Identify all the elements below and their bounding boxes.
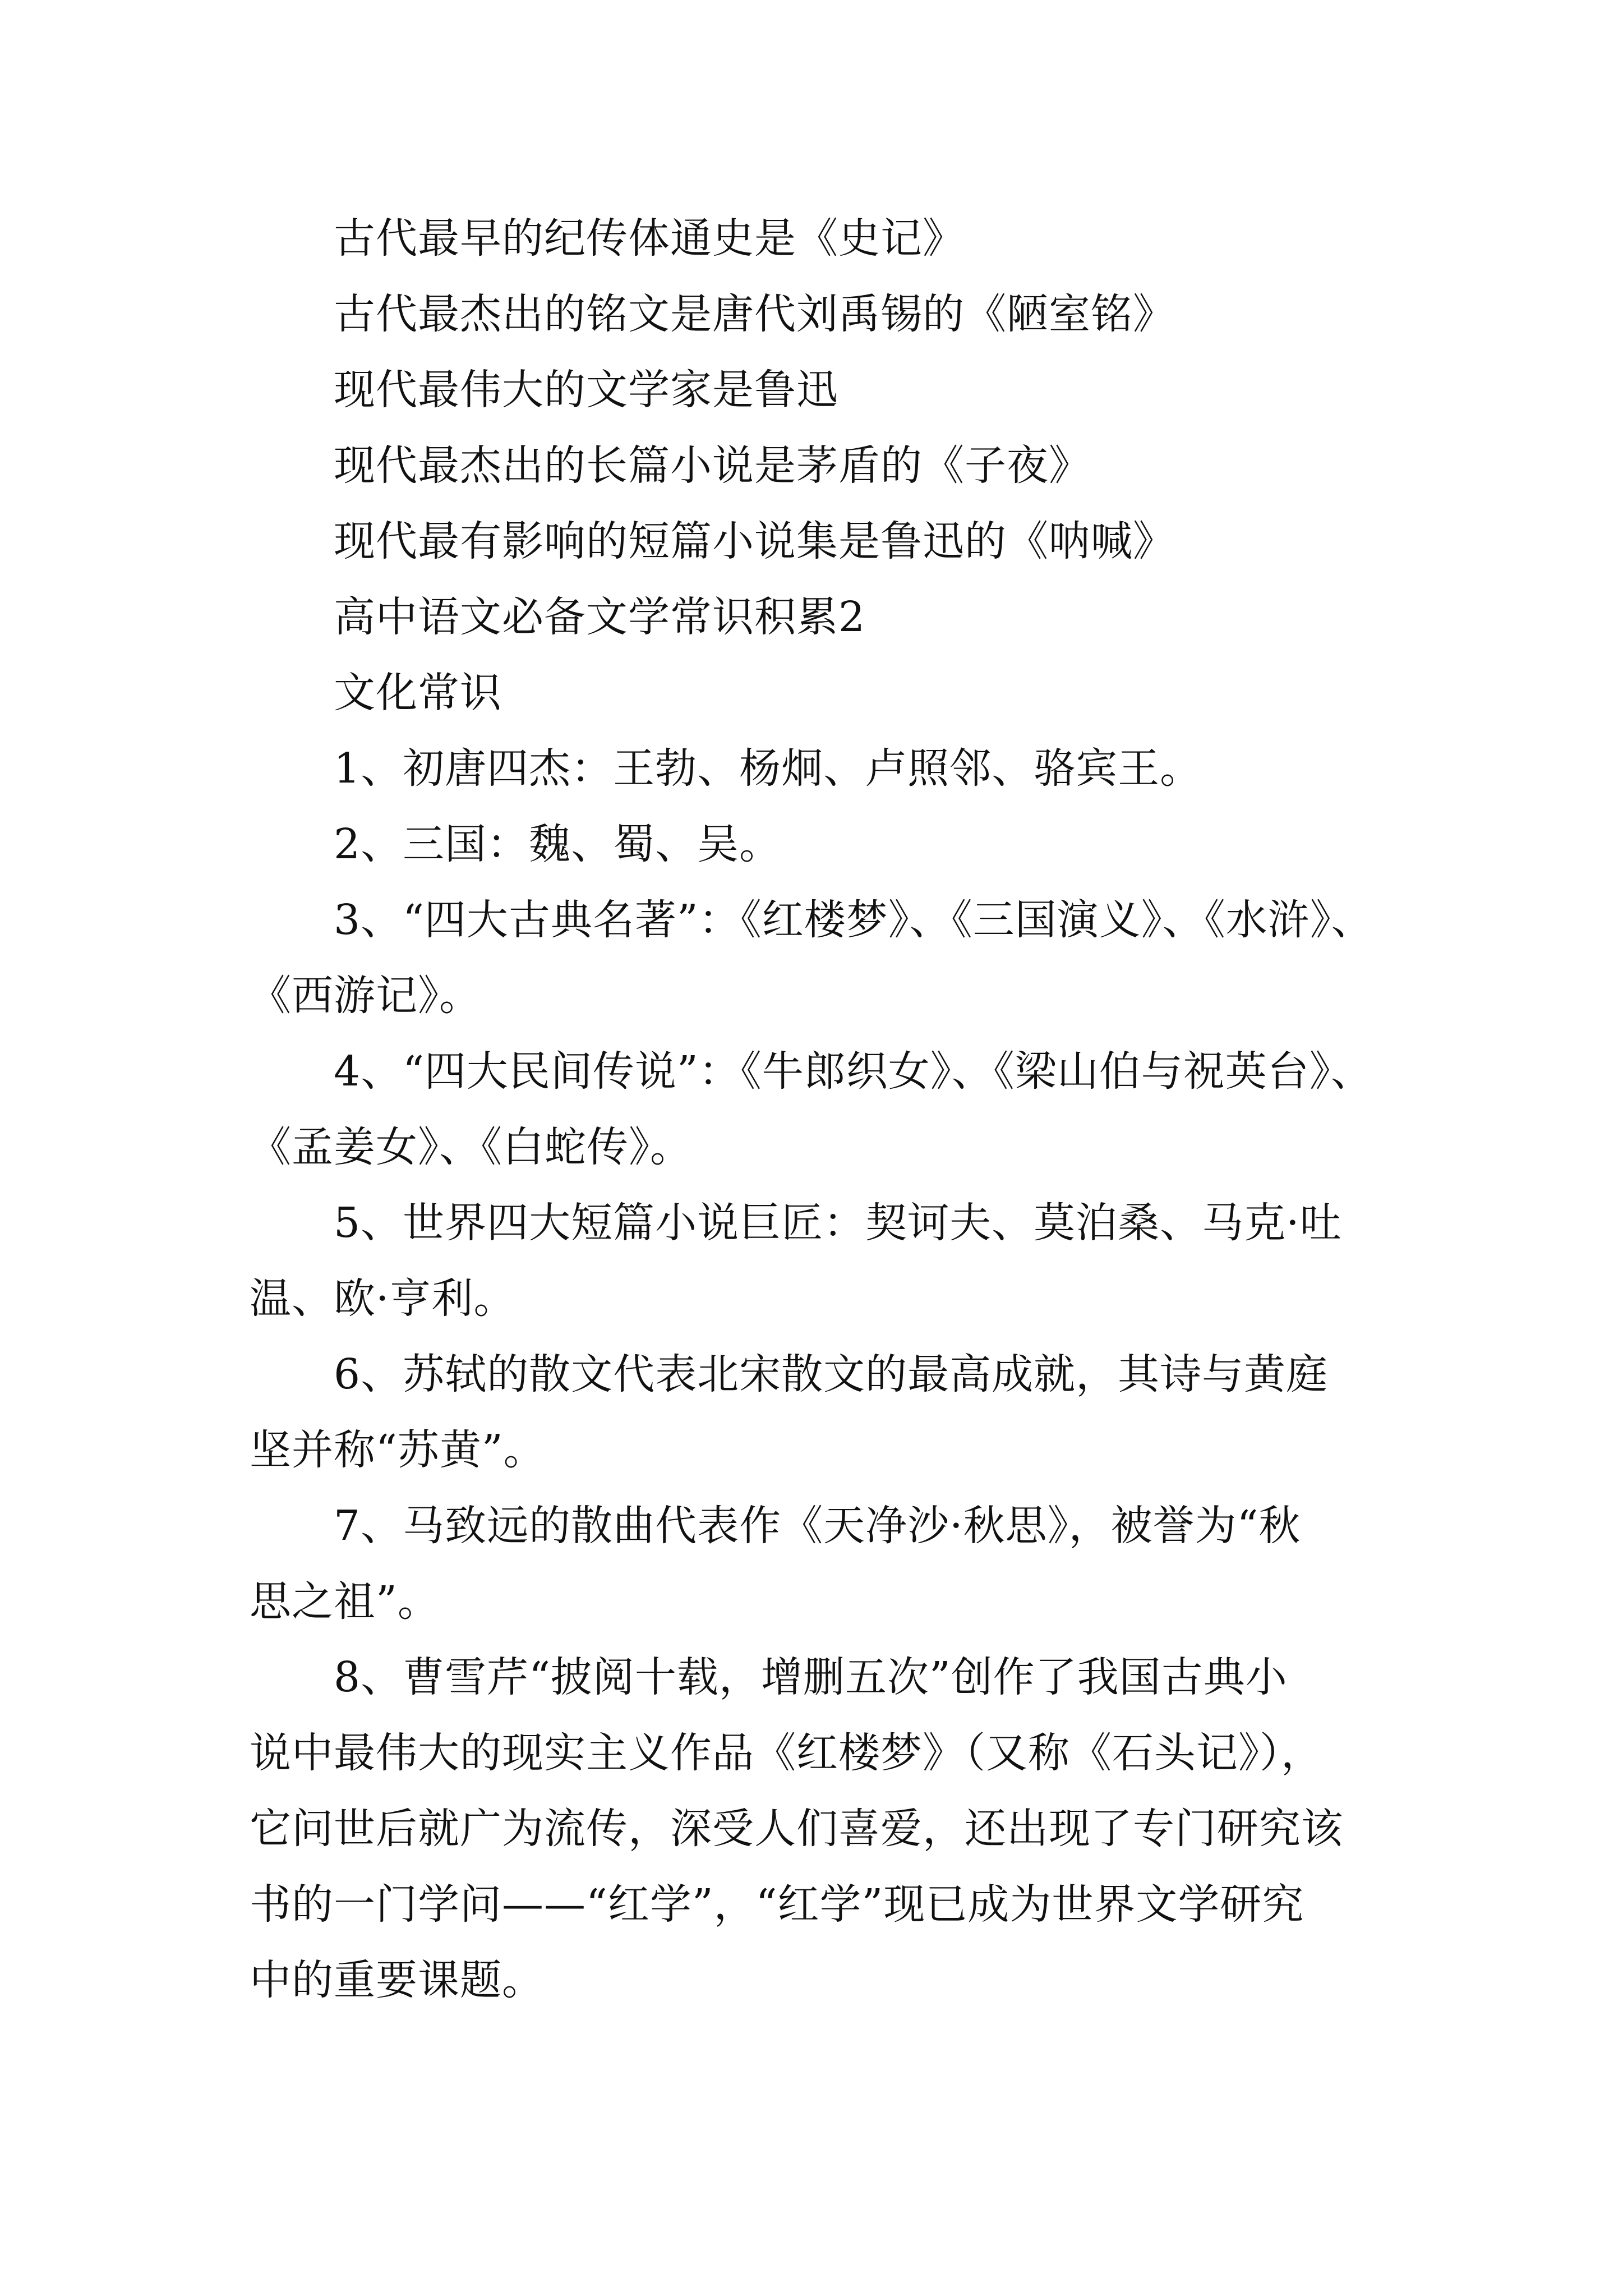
list-item-continuation: 说中最伟大的现实主义作品《红楼梦》（又称《石头记》）， [250, 1729, 1323, 1777]
list-item-continuation: 坚并称“苏黄”。 [250, 1426, 546, 1474]
list-item: 1、初唐四杰：王勃、杨炯、卢照邻、骆宾王。 [334, 744, 1202, 793]
text-line: 古代最早的纪传体通史是《史记》 [334, 214, 965, 263]
list-item-continuation: 《西游记》。 [250, 972, 481, 1020]
list-item-continuation: 它问世后就广为流传，深受人们喜爱，还出现了专门研究该 [250, 1805, 1343, 1853]
text-line: 现代最杰出的长篇小说是茅盾的《子夜》 [334, 441, 1091, 490]
list-item-continuation: 书的一门学问——“红学”，“红学”现已成为世界文学研究 [250, 1880, 1304, 1929]
list-item-continuation: 《孟姜女》、《白蛇传》。 [250, 1123, 692, 1171]
list-item-continuation: 温、欧·亨利。 [250, 1274, 516, 1323]
list-item: 3、“四大古典名著”：《红楼梦》、《三国演义》、《水浒》、 [334, 896, 1373, 944]
list-item: 2、三国：魏、蜀、吴。 [334, 820, 782, 868]
list-item: 5、世界四大短篇小说巨匠：契诃夫、莫泊桑、马克·吐 [334, 1199, 1342, 1247]
list-item: 6、苏轼的散文代表北宋散文的最高成就，其诗与黄庭 [334, 1350, 1329, 1398]
text-line: 现代最伟大的文学家是鲁迅 [334, 366, 838, 414]
list-item-continuation: 思之祖”。 [250, 1577, 440, 1626]
section-subheading: 文化常识 [334, 669, 502, 717]
list-item: 7、马致远的散曲代表作《天净沙·秋思》，被誉为“秋 [334, 1502, 1301, 1550]
text-line: 现代最有影响的短篇小说集是鲁迅的《呐喊》 [334, 517, 1175, 565]
text-line: 古代最杰出的铭文是唐代刘禹锡的《陋室铭》 [334, 290, 1175, 338]
list-item: 8、曹雪芹“披阅十载，增删五次”创作了我国古典小 [334, 1653, 1288, 1701]
section-heading: 高中语文必备文学常识积累2 [334, 593, 866, 641]
list-item-continuation: 中的重要课题。 [250, 1956, 544, 2004]
list-item: 4、“四大民间传说”：《牛郎织女》、《梁山伯与祝英台》、 [334, 1047, 1373, 1096]
